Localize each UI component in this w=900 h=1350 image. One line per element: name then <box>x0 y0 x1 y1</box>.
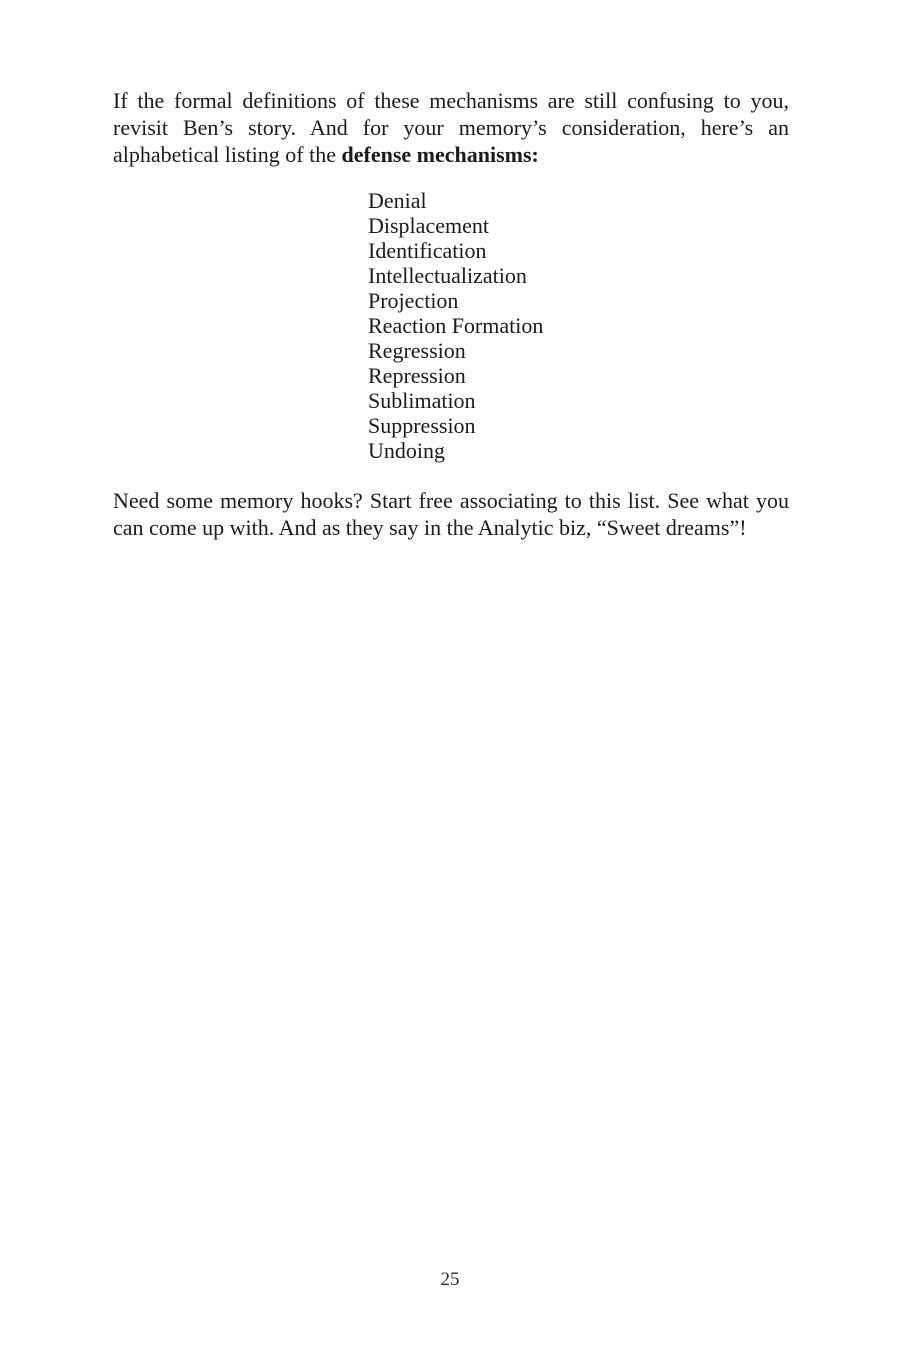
page-number: 25 <box>440 1269 460 1290</box>
intro-paragraph-text: If the formal definitions of these mechanisms are still confusing to you, revisit Ben’s story. And for your memory’s consideration, here’s an alphabetical listing of the <box>113 88 789 167</box>
list-item: Identification <box>368 238 487 263</box>
list-item: Denial <box>368 188 427 213</box>
intro-paragraph <box>113 87 789 168</box>
list-item: Repression <box>368 363 466 388</box>
list-item: Regression <box>368 338 466 363</box>
list-item: Projection <box>368 288 459 313</box>
list-item: Intellectualization <box>368 263 527 288</box>
closing-paragraph: Need some memory hooks? Start free associating to this list. See what you can come up with. And as they say in the Analytic biz, “Sweet dreams”! <box>113 488 789 540</box>
list-item: Reaction Formation <box>368 313 544 338</box>
defense-mechanisms-list <box>368 188 543 463</box>
list-item: Undoing <box>368 438 445 463</box>
list-item: Suppression <box>368 413 476 438</box>
list-item: Displacement <box>368 213 489 238</box>
list-item: Sublimation <box>368 388 476 413</box>
intro-paragraph-bold-phrase: defense mechanisms: <box>341 142 539 167</box>
